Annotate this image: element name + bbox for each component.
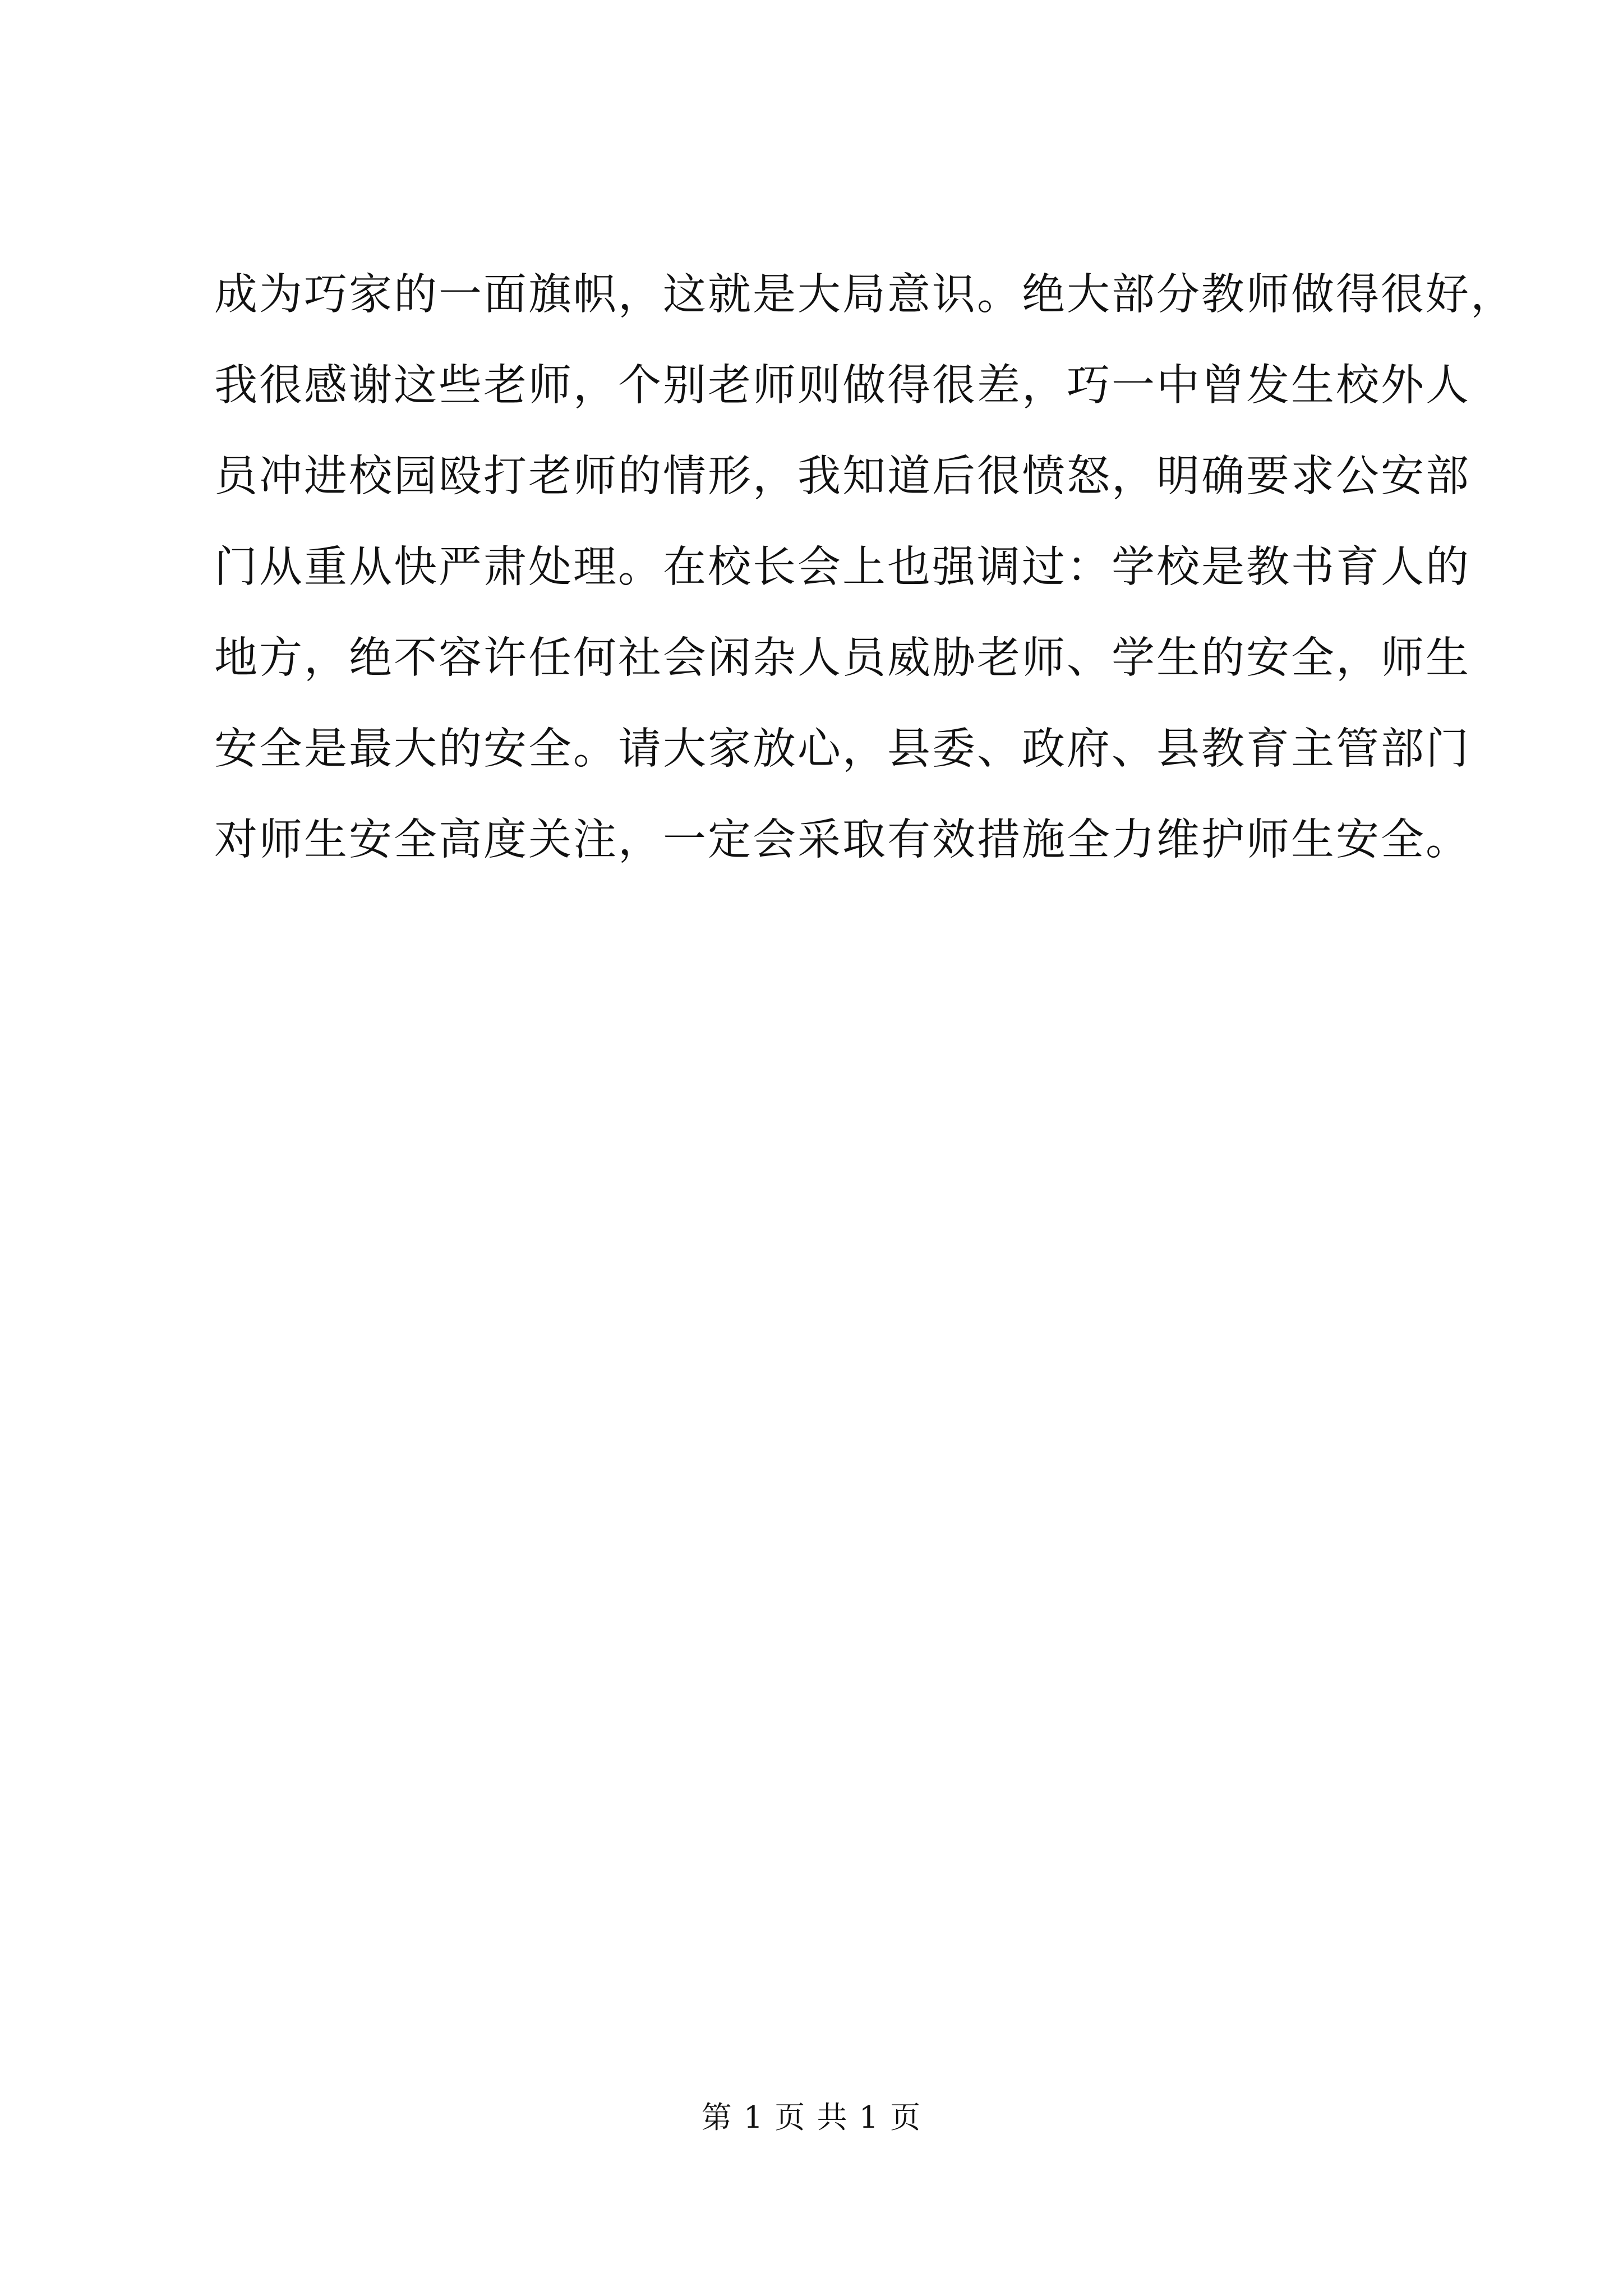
page-number-footer: 第 1 页 共 1 页 bbox=[701, 2100, 922, 2135]
paragraph-line: 成为巧家的一面旗帜，这就是大局意识。绝大部分教师做得很好， bbox=[214, 270, 1515, 320]
body-paragraph bbox=[214, 250, 1515, 886]
paragraph-line: 员冲进校园殴打老师的情形，我知道后很愤怒，明确要求公安部 bbox=[214, 452, 1470, 501]
paragraph-line: 我很感谢这些老师，个别老师则做得很差，巧一中曾发生校外人 bbox=[214, 361, 1470, 411]
paragraph-line: 门从重从快严肃处理。在校长会上也强调过：学校是教书育人的 bbox=[214, 542, 1470, 592]
paragraph-line: 安全是最大的安全。请大家放心，县委、政府、县教育主管部门 bbox=[214, 724, 1470, 774]
paragraph-line: 对师生安全高度关注，一定会采取有效措施全力维护师生安全。 bbox=[214, 815, 1470, 865]
paragraph-line: 地方，绝不容许任何社会闲杂人员威胁老师、学生的安全，师生 bbox=[214, 633, 1470, 683]
